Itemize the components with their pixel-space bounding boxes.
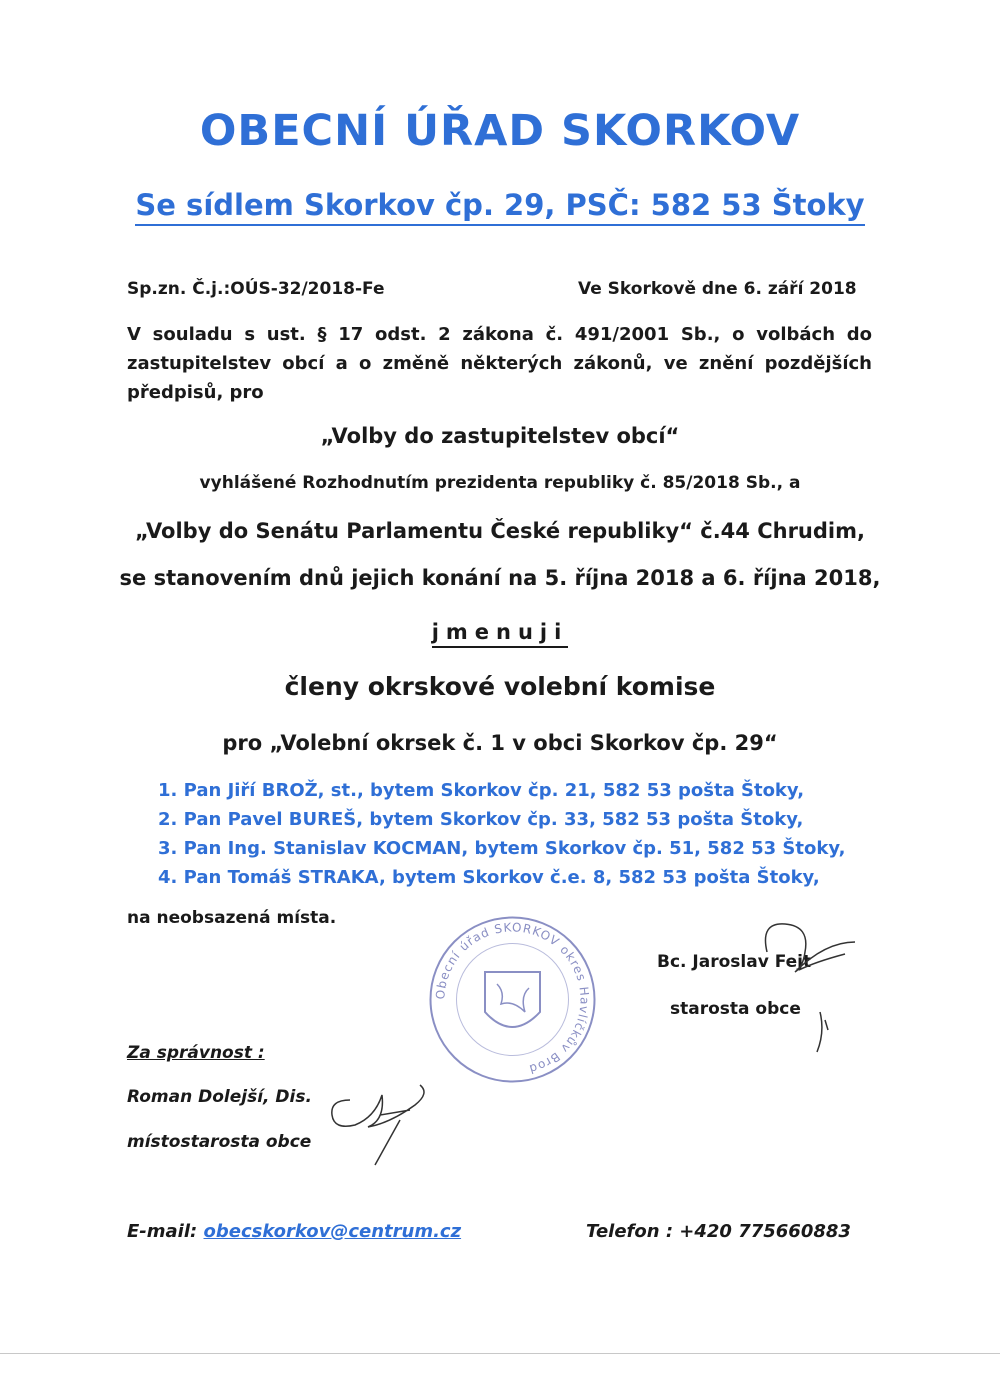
district-line: pro „Volební okrsek č. 1 v obci Skorkov čp. 29“	[222, 731, 778, 755]
email-link[interactable]: obecskorkov@centrum.cz	[203, 1221, 462, 1242]
election-declaration: vyhlášené Rozhodnutím prezidenta republiky č. 85/2018 Sb., a	[199, 473, 801, 493]
signer-name: Bc. Jaroslav Fejt	[657, 952, 812, 972]
deputy-signature	[320, 1075, 440, 1174]
verification-name: Roman Dolejší, Dis.	[127, 1087, 312, 1107]
appoint-line	[0, 620, 1000, 644]
election-dates: se stanovením dnů jejich konání na 5. října 2018 a 6. října 2018,	[119, 566, 881, 590]
office-stamp	[425, 912, 600, 1091]
appoint-word: jmenuji	[432, 620, 569, 648]
election-municipal: „Volby do zastupitelstev obcí“	[320, 424, 680, 448]
vacancy-note: na neobsazená místa.	[127, 908, 337, 928]
verification-label: Za správnost :	[127, 1043, 265, 1063]
stamp-seal-icon	[425, 912, 600, 1087]
contact-email	[127, 1221, 461, 1242]
email-label: E-mail:	[127, 1221, 198, 1242]
list-item: 2. Pan Pavel BUREŠ, bytem Skorkov čp. 33, 582 53 pošta Štoky,	[158, 809, 804, 830]
stamp-text: Obecní úřad SKORKOV okres Havlíčkův Brod	[433, 920, 592, 1077]
office-address-text: Se sídlem Skorkov čp. 29, PSČ: 582 53 Štoky	[135, 188, 864, 226]
list-item: 4. Pan Tomáš STRAKA, bytem Skorkov č.e. 8, 582 53 pošta Štoky,	[158, 867, 820, 888]
office-address	[0, 188, 1000, 222]
page-bottom-rule	[0, 1353, 1000, 1354]
member-list	[158, 776, 846, 892]
members-heading: členy okrskové volební komise	[284, 672, 716, 701]
handwritten-signature-icon	[320, 1075, 440, 1170]
verification-role: místostarosta obce	[127, 1132, 312, 1152]
contact-phone: Telefon : +420 775660883	[586, 1221, 851, 1242]
legal-intro: V souladu s ust. § 17 odst. 2 zákona č. 491/2001 Sb., o volbách do zastupitelstev obcí a o změně některých zákonů, ve znění pozdějších předpisů, pro	[127, 324, 872, 403]
document-date: Ve Skorkově dne 6. září 2018	[578, 279, 857, 299]
office-title: OBECNÍ ÚŘAD SKORKOV	[199, 106, 801, 156]
election-senate: „Volby do Senátu Parlamentu České republiky“ č.44 Chrudim,	[135, 519, 865, 543]
handwritten-signature-icon	[755, 912, 865, 1062]
reference-number: Sp.zn. Č.j.:OÚS-32/2018-Fe	[127, 279, 385, 299]
signer-role: starosta obce	[670, 999, 801, 1019]
mayor-signature	[755, 912, 865, 1066]
list-item: 1. Pan Jiří BROŽ, st., bytem Skorkov čp. 21, 582 53 pošta Štoky,	[158, 780, 805, 801]
list-item: 3. Pan Ing. Stanislav KOCMAN, bytem Skorkov čp. 51, 582 53 Štoky,	[158, 838, 846, 859]
